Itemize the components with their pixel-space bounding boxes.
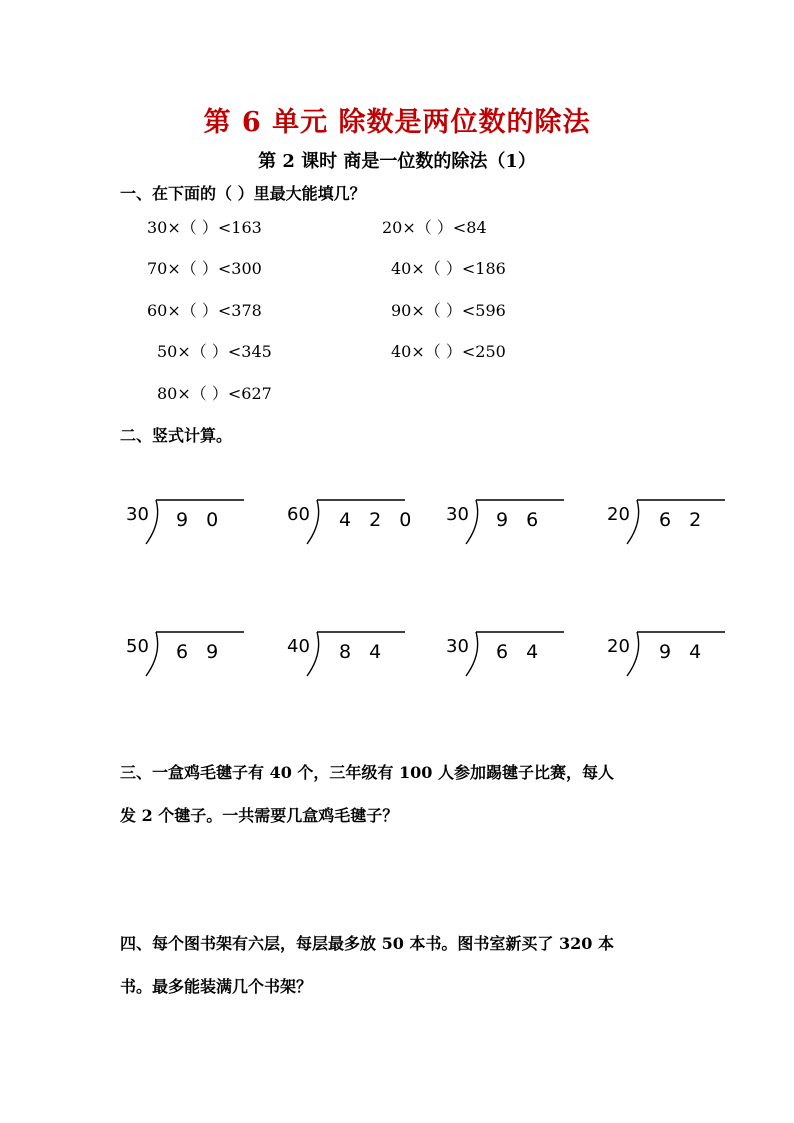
long-division-problem [287,632,447,692]
inequality-item: 80×（ ）<627 [157,384,272,403]
lesson-subtitle: 第 2 课时 商是一位数的除法（1） [258,151,536,172]
divisor: 30 [126,504,149,525]
page-title: 第 6 单元 除数是两位数的除法 [203,107,591,138]
section1-heading: 一、在下面的（ ）里最大能填几？ [120,184,366,203]
long-division-problem [126,632,286,692]
inequality-item: 20×（ ）<84 [382,218,487,237]
section2-heading: 二、竖式计算。 [120,426,233,445]
dividend: 9 6 [496,509,545,531]
inequality-item: 30×（ ）<163 [147,218,262,237]
dividend: 6 4 [496,641,545,663]
inequality-item: 50×（ ）<345 [157,342,272,361]
divisor: 50 [126,636,149,657]
divisor: 60 [287,504,310,525]
dividend: 9 4 [659,641,708,663]
dividend: 6 9 [176,641,225,663]
word-problem-4-line1: 四、每个图书架有六层，每层最多放 50 本书。图书室新买了 320 本 [120,934,614,953]
inequality-item: 60×（ ）<378 [147,301,262,320]
dividend: 6 2 [659,509,708,531]
long-division-problem [446,500,606,560]
divisor: 30 [446,636,469,657]
dividend: 9 0 [176,509,225,531]
word-problem-3-line2: 发 2 个毽子。一共需要几盒鸡毛毽子？ [120,806,399,825]
long-division-problem [607,632,767,692]
inequality-item: 40×（ ）<250 [391,342,506,361]
word-problem-4-line2: 书。最多能装满几个书架？ [120,977,313,996]
dividend: 8 4 [339,641,388,663]
divisor: 40 [287,636,310,657]
inequality-item: 90×（ ）<596 [391,301,506,320]
dividend: 4 2 0 [339,509,418,531]
divisor: 30 [446,504,469,525]
divisor: 20 [607,504,630,525]
word-problem-3-line1: 三、一盒鸡毛毽子有 40 个，三年级有 100 人参加踢毽子比赛，每人 [120,763,614,782]
inequality-item: 70×（ ）<300 [147,259,262,278]
divisor: 20 [607,636,630,657]
long-division-problem [446,632,606,692]
long-division-problem [607,500,767,560]
inequality-item: 40×（ ）<186 [391,259,506,278]
long-division-problem [287,500,447,560]
long-division-problem [126,500,286,560]
